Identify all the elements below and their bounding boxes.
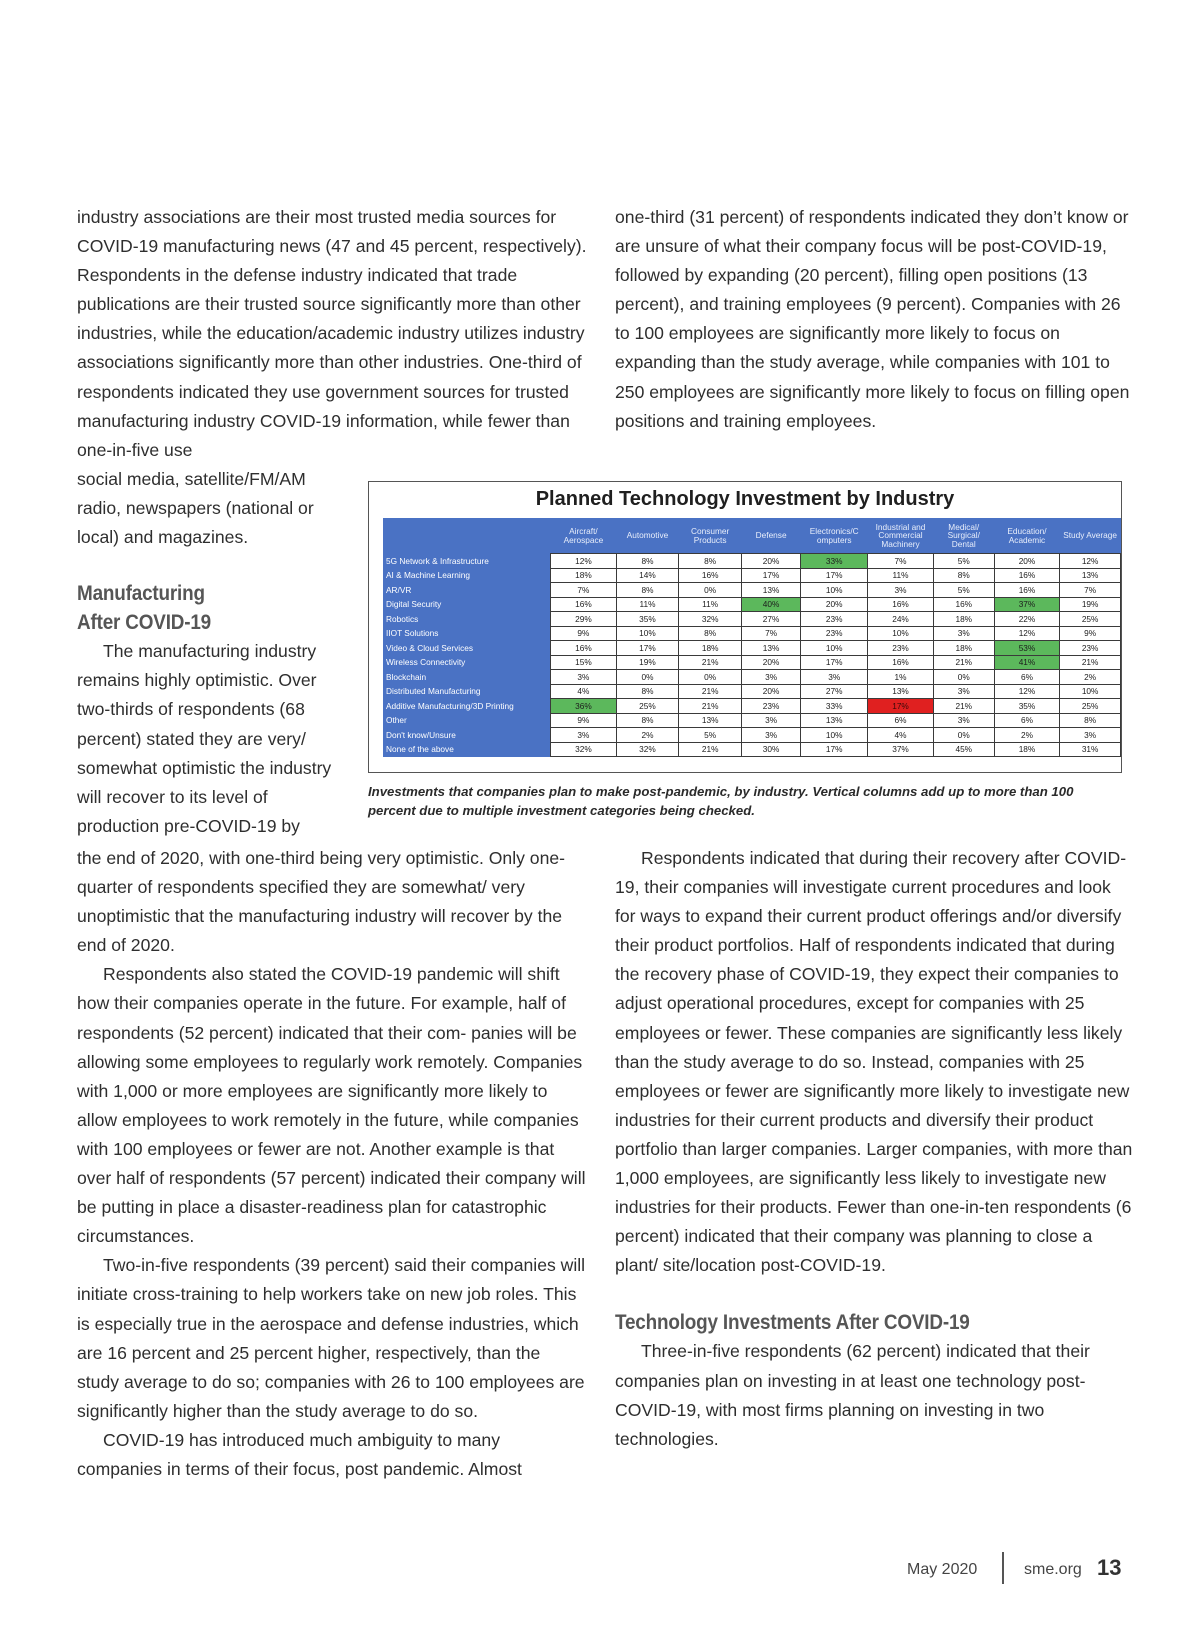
table-cell: 29% [551, 612, 617, 627]
table-cell: 33% [801, 554, 868, 569]
row-label: Distributed Manufacturing [386, 686, 481, 697]
table-cell: 3% [742, 728, 801, 743]
column-header: Study Average [1063, 530, 1118, 541]
body-paragraph: Respondents also stated the COVID-19 pandemic will shift how their companies operate in the future. For example, half of respondents (52 percent) indicated that their com- panies will be allowing some employees to regularly work remotely. Companies with 1,000 or more employees are significantly more likely to allow employees to work remotely in the future, while companies with 100 employees or fewer are not. Another example is that over half of respondents (57 percent) indicated their company will be putting in place a disaster-readiness plan for catastrophic circumstances. [77, 964, 586, 1247]
table-cell: 41% [994, 655, 1059, 670]
table-cell: 4% [868, 728, 934, 743]
section-heading: Manufacturing After COVID-19 [77, 582, 212, 635]
table-cell: 7% [742, 626, 801, 641]
table-cell: 16% [868, 597, 934, 612]
body-paragraph: Three-in-five respondents (62 percent) indicated that their companies plan on investing in at least one technology post-COVID-19, with most firms planning on investing in two technologies. [615, 1341, 1090, 1449]
table-cell: 23% [868, 641, 934, 656]
table-cell: 31% [1060, 742, 1121, 757]
table-cell: 16% [868, 655, 934, 670]
row-label: 5G Network & Infrastructure [386, 555, 489, 566]
body-paragraph: Two-in-five respondents (39 percent) said their companies will initiate cross-training to help workers take on new job roles. This is especially true in the aerospace and defense industries, which are 16 percent and 25 percent higher, respectively, than the study average to do so; companies with 26 to 100 employees are significantly higher than the study average to do so. [77, 1255, 586, 1421]
table-cell: 23% [801, 612, 868, 627]
body-paragraph: industry associations are their most trusted media sources for COVID-19 manufacturing news (47 and 45 percent, respectively). Respondents in the defense industry indicated that trade publications are their trusted source significantly more than other industries, while the education/academic industry utilizes industry associations significantly more than other industries. One-third of respondents indicated they use government sources for trusted manufacturing industry COVID-19 information, while fewer than one-in-five use [77, 207, 587, 460]
table-cell: 20% [742, 554, 801, 569]
table-cell: 19% [1060, 597, 1121, 612]
table-row [383, 670, 1121, 685]
table-cell: 17% [801, 655, 868, 670]
table-row [383, 655, 1121, 670]
table-cell: 36% [551, 699, 617, 714]
table-cell: 30% [742, 742, 801, 757]
table-row [383, 554, 1121, 569]
table-cell: 2% [616, 728, 679, 743]
table-row [383, 684, 1121, 699]
table-cell: 9% [1060, 626, 1121, 641]
table-cell: 16% [933, 597, 994, 612]
row-label: Video & Cloud Services [386, 642, 474, 653]
table-cell: 27% [742, 612, 801, 627]
table-cell: 21% [679, 684, 742, 699]
row-label: Digital Security [386, 599, 442, 610]
table-cell: 25% [616, 699, 679, 714]
table-cell: 3% [868, 583, 934, 598]
row-label: Additive Manufacturing/3D Printing [386, 700, 514, 711]
table-cell: 17% [742, 568, 801, 583]
table-cell: 23% [742, 699, 801, 714]
table-header-row [383, 518, 1121, 554]
table-cell: 12% [1060, 554, 1121, 569]
page-footer [0, 1552, 1200, 1592]
row-label: Blockchain [386, 671, 427, 682]
table-cell: 0% [616, 670, 679, 685]
corner-header [383, 518, 551, 554]
table-cell: 35% [994, 699, 1059, 714]
table-cell: 6% [868, 713, 934, 728]
table-cell: 7% [1060, 583, 1121, 598]
table-cell: 45% [933, 742, 994, 757]
table-cell: 23% [801, 626, 868, 641]
table-cell: 37% [994, 597, 1059, 612]
table-cell: 13% [801, 713, 868, 728]
table-cell: 7% [868, 554, 934, 569]
table-row [383, 583, 1121, 598]
table-cell: 5% [933, 554, 994, 569]
table-cell: 0% [679, 583, 742, 598]
table-cell: 18% [551, 568, 617, 583]
table-cell: 25% [1060, 699, 1121, 714]
table-cell: 16% [551, 597, 617, 612]
table-cell: 8% [679, 626, 742, 641]
table-row [383, 597, 1121, 612]
table-cell: 2% [994, 728, 1059, 743]
table-cell: 9% [551, 713, 617, 728]
table-cell: 11% [679, 597, 742, 612]
right-column-top [615, 203, 1135, 436]
page-number: 13 [1097, 1555, 1122, 1580]
table-cell: 8% [679, 554, 742, 569]
body-paragraph: Respondents indicated that during their recovery after COVID-19, their companies will investigate current procedures and look for ways to expand their current product offerings and/or diversify their product portfolios. Half of respondents indicated that during the recovery phase of COVID-19, they expect their companies to adjust operational procedures, except for companies with 25 employees or fewer. These companies are significantly less likely than the study average to do so. Instead, companies with 25 employees or fewer are significantly more likely to investigate new industries for their current products and diversify their product portfolio than larger companies. Larger companies, with more than 1,000 employees, are significantly less likely to investigate new industries for their products. Fewer than one-in-ten respondents (6 percent) indicated that their company was planning to close a plant/ site/location post-COVID-19. [615, 848, 1133, 1276]
left-column-bottom [77, 844, 587, 1484]
table-cell: 8% [616, 684, 679, 699]
table-cell: 12% [551, 554, 617, 569]
table-cell: 25% [1060, 612, 1121, 627]
table-cell: 19% [616, 655, 679, 670]
table-cell: 17% [868, 699, 934, 714]
column-header: Medical/ Surgical/ Dental [947, 522, 980, 549]
row-label: AI & Machine Learning [386, 570, 470, 581]
table-row [383, 641, 1121, 656]
table-cell: 15% [551, 655, 617, 670]
table-cell: 37% [868, 742, 934, 757]
body-paragraph: social media, satellite/FM/AM radio, newspapers (national or local) and magazines. [77, 469, 314, 548]
body-paragraph: the end of 2020, with one-third being very optimistic. Only one-quarter of respondents specified they are somewhat/ very unoptimistic that the manufacturing industry will recover by the end of 2020. [77, 848, 566, 956]
investment-table [383, 518, 1121, 757]
issue-date: May 2020 [907, 1561, 978, 1578]
table-row [383, 728, 1121, 743]
table-cell: 33% [801, 699, 868, 714]
table-cell: 12% [994, 684, 1059, 699]
table-cell: 20% [994, 554, 1059, 569]
table-cell: 32% [551, 742, 617, 757]
column-header: Automotive [626, 530, 669, 541]
table-cell: 12% [994, 626, 1059, 641]
table-cell: 5% [933, 583, 994, 598]
row-label: Wireless Connectivity [386, 657, 466, 668]
table-cell: 24% [868, 612, 934, 627]
table-cell: 11% [868, 568, 934, 583]
table-cell: 40% [742, 597, 801, 612]
table-cell: 11% [616, 597, 679, 612]
table-cell: 3% [801, 670, 868, 685]
column-header: Industrial and Commercial Machinery [875, 522, 926, 549]
table-cell: 1% [868, 670, 934, 685]
table-cell: 17% [801, 742, 868, 757]
row-label: None of the above [386, 744, 454, 755]
row-label: Don't know/Unsure [386, 729, 456, 740]
table-cell: 0% [679, 670, 742, 685]
row-label: Robotics [386, 613, 419, 624]
table-cell: 6% [994, 713, 1059, 728]
table-cell: 10% [1060, 684, 1121, 699]
table-cell: 17% [616, 641, 679, 656]
table-cell: 17% [801, 568, 868, 583]
table-cell: 0% [933, 728, 994, 743]
table-cell: 14% [616, 568, 679, 583]
table-cell: 0% [933, 670, 994, 685]
column-header: Education/ Academic [1007, 526, 1047, 545]
table-cell: 10% [801, 583, 868, 598]
table-cell: 3% [933, 684, 994, 699]
technology-investment-figure [368, 481, 1122, 773]
column-header: Aircraft/ Aerospace [563, 526, 604, 545]
figure-caption: Investments that companies plan to make post-pandemic, by industry. Vertical columns add up to more than 100 percent due to multiple investment categories being checked. [368, 784, 1074, 818]
table-cell: 3% [933, 713, 994, 728]
left-column-top [77, 203, 587, 465]
table-cell: 21% [679, 699, 742, 714]
row-label: Other [386, 715, 407, 726]
column-header: Consumer Products [691, 526, 730, 545]
table-cell: 6% [994, 670, 1059, 685]
table-cell: 21% [679, 742, 742, 757]
figure-title: Planned Technology Investment by Industry [535, 488, 955, 510]
table-cell: 8% [1060, 713, 1121, 728]
table-cell: 18% [679, 641, 742, 656]
column-header: Electronics/C omputers [809, 526, 859, 545]
section-heading: Technology Investments After COVID-19 [615, 1311, 970, 1335]
table-cell: 21% [679, 655, 742, 670]
table-cell: 3% [933, 626, 994, 641]
table-row [383, 568, 1121, 583]
row-label: IIOT Solutions [386, 628, 439, 639]
table-cell: 16% [994, 583, 1059, 598]
table-cell: 16% [679, 568, 742, 583]
table-cell: 18% [994, 742, 1059, 757]
table-cell: 16% [551, 641, 617, 656]
table-cell: 20% [742, 655, 801, 670]
table-body [383, 554, 1121, 757]
body-paragraph: The manufacturing industry remains highly optimistic. Over two-thirds of respondents (68 percent) stated they are very/ somewhat optimistic the industry will recover to its level of production pre-COVID-19 by [77, 641, 332, 836]
table-cell: 16% [994, 568, 1059, 583]
body-paragraph: COVID-19 has introduced much ambiguity to many companies in terms of their focus, post pandemic. Almost [77, 1429, 522, 1479]
table-cell: 35% [616, 612, 679, 627]
table-cell: 8% [933, 568, 994, 583]
table-cell: 27% [801, 684, 868, 699]
table-row [383, 742, 1121, 757]
table-cell: 32% [679, 612, 742, 627]
table-cell: 10% [801, 641, 868, 656]
table-cell: 22% [994, 612, 1059, 627]
table-cell: 21% [933, 699, 994, 714]
table-cell: 10% [801, 728, 868, 743]
table-cell: 18% [933, 612, 994, 627]
table-row [383, 713, 1121, 728]
table-cell: 32% [616, 742, 679, 757]
table-row [383, 699, 1121, 714]
table-cell: 9% [551, 626, 617, 641]
table-cell: 4% [551, 684, 617, 699]
table-cell: 21% [1060, 655, 1121, 670]
table-cell: 2% [1060, 670, 1121, 685]
table-cell: 5% [679, 728, 742, 743]
table-cell: 53% [994, 641, 1059, 656]
right-column-bottom [615, 844, 1135, 1454]
table-cell: 21% [933, 655, 994, 670]
footer-divider [1002, 1552, 1004, 1584]
table-cell: 13% [679, 713, 742, 728]
table-cell: 3% [1060, 728, 1121, 743]
table-cell: 3% [742, 670, 801, 685]
table-cell: 10% [616, 626, 679, 641]
table-cell: 8% [616, 713, 679, 728]
row-label: AR/VR [386, 584, 412, 595]
table-cell: 3% [742, 713, 801, 728]
table-row [383, 612, 1121, 627]
table-cell: 3% [551, 728, 617, 743]
table-cell: 13% [742, 583, 801, 598]
table-row [383, 626, 1121, 641]
table-cell: 18% [933, 641, 994, 656]
column-header: Defense [755, 530, 787, 541]
table-cell: 13% [868, 684, 934, 699]
table-cell: 23% [1060, 641, 1121, 656]
table-cell: 8% [616, 583, 679, 598]
table-cell: 13% [1060, 568, 1121, 583]
table-cell: 3% [551, 670, 617, 685]
body-paragraph: one-third (31 percent) of respondents indicated they don’t know or are unsure of what their company focus will be post-COVID-19, followed by expanding (20 percent), filling open positions (13 percent), and training employees (9 percent). Companies with 26 to 100 employees are significantly more likely to focus on expanding than the study average, while companies with 101 to 250 employees are significantly more likely to focus on filling open positions and training employees. [615, 207, 1130, 431]
table-cell: 7% [551, 583, 617, 598]
table-cell: 8% [616, 554, 679, 569]
site-link[interactable]: sme.org [1024, 1561, 1082, 1578]
table-cell: 20% [742, 684, 801, 699]
table-cell: 20% [801, 597, 868, 612]
table-cell: 10% [868, 626, 934, 641]
left-column-wrap [77, 465, 352, 841]
table-cell: 13% [742, 641, 801, 656]
